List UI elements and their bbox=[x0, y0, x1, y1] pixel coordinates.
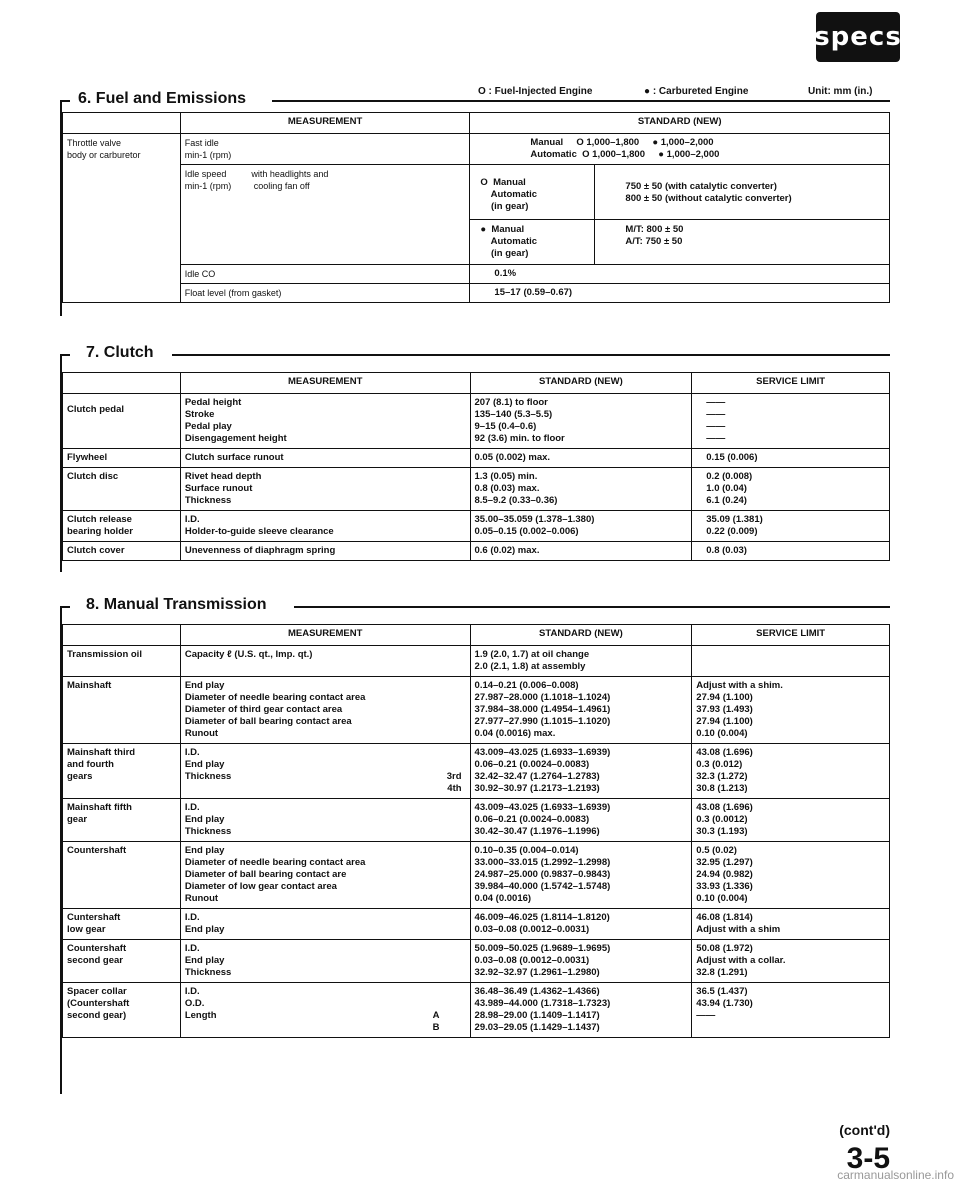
section-rule bbox=[60, 354, 70, 356]
idle-speed-carb-label: ● Manual Automatic (in gear) bbox=[470, 220, 595, 264]
table-row bbox=[63, 394, 890, 449]
header-measurement: MEASUREMENT bbox=[180, 625, 470, 646]
measurement-labels: I.D. O.D. Length bbox=[184, 986, 217, 1021]
table-row bbox=[63, 677, 890, 744]
section-rule bbox=[60, 100, 70, 102]
limit-cell: 0.15 (0.006) bbox=[692, 449, 890, 468]
limit-cell: 43.08 (1.696) 0.3 (0.012) 32.3 (1.272) 30.8 (1.213) bbox=[692, 744, 890, 799]
measurement-cell: Clutch surface runout bbox=[180, 449, 470, 468]
fuel-emissions-table bbox=[62, 112, 890, 303]
section-rule bbox=[294, 606, 890, 608]
measurement-cell: I.D. End play Thickness bbox=[180, 799, 470, 842]
measurement-cell: Unevenness of diaphragm spring bbox=[180, 542, 470, 561]
header-service-limit: SERVICE LIMIT bbox=[692, 373, 890, 394]
standard-cell: 43.009–43.025 (1.6933–1.6939) 0.06–0.21 (0.0024–0.0083) 32.42–32.47 (1.2764–1.2783) 30.92–30.97 (1.2173–1.2193) bbox=[470, 744, 692, 799]
gear-labels: 3rd 4th bbox=[446, 771, 462, 794]
measurement-cell: Idle CO bbox=[180, 265, 470, 284]
table-row bbox=[63, 468, 890, 511]
limit-cell bbox=[692, 646, 890, 677]
part-label: Countershaft second gear bbox=[63, 940, 181, 983]
legend-unit: Unit: mm (in.) bbox=[808, 86, 873, 97]
table-row bbox=[63, 542, 890, 561]
part-label: Clutch pedal bbox=[63, 394, 181, 449]
section-title-clutch: 7. Clutch bbox=[80, 344, 160, 362]
measurement-cell: Float level (from gasket) bbox=[180, 284, 470, 303]
section-rule bbox=[272, 100, 890, 102]
length-labels: A B bbox=[432, 1010, 440, 1033]
idle-speed-fi-value: 750 ± 50 (with catalytic converter) 800 ± 50 (without catalytic converter) bbox=[625, 181, 792, 204]
standard-cell: 0.1% bbox=[470, 265, 890, 284]
part-label: Mainshaft fifth gear bbox=[63, 799, 181, 842]
header-empty bbox=[63, 113, 181, 134]
part-label: Throttle valve body or carburetor bbox=[63, 134, 181, 303]
section-rule bbox=[172, 354, 890, 356]
standard-cell: 0.05 (0.002) max. bbox=[470, 449, 692, 468]
table-row bbox=[63, 511, 890, 542]
part-label: Cuntershaft low gear bbox=[63, 909, 181, 940]
limit-cell: 0.5 (0.02) 32.95 (1.297) 24.94 (0.982) 33.93 (1.336) 0.10 (0.004) bbox=[692, 842, 890, 909]
part-label: Mainshaft third and fourth gears bbox=[63, 744, 181, 799]
clutch-table bbox=[62, 372, 890, 561]
standard-cell: 43.009–43.025 (1.6933–1.6939) 0.06–0.21 (0.0024–0.0083) 30.42–30.47 (1.1976–1.1996) bbox=[470, 799, 692, 842]
limit-cell: 36.5 (1.437) 43.94 (1.730) —— bbox=[692, 983, 890, 1038]
section-title-fuel: 6. Fuel and Emissions bbox=[72, 90, 252, 108]
measurement-cell bbox=[180, 744, 470, 799]
header-empty bbox=[63, 625, 181, 646]
measurement-cell: Pedal height Stroke Pedal play Disengagement height bbox=[180, 394, 470, 449]
measurement-cell: Fast idle min-1 (rpm) bbox=[180, 134, 470, 165]
table-row bbox=[63, 940, 890, 983]
specs-badge: specs bbox=[816, 12, 900, 62]
measurement-cell: End play Diameter of needle bearing contact area Diameter of ball bearing contact are Diameter of low gear contact area Runout bbox=[180, 842, 470, 909]
standard-cell: Manual O 1,000–1,800 ● 1,000–2,000 Automatic O 1,000–1,800 ● 1,000–2,000 bbox=[470, 134, 890, 165]
limit-cell: 50.08 (1.972) Adjust with a collar. 32.8 (1.291) bbox=[692, 940, 890, 983]
limit-cell: 46.08 (1.814) Adjust with a shim bbox=[692, 909, 890, 940]
idle-speed-fi-subtable bbox=[470, 165, 889, 219]
measurement-cell bbox=[180, 983, 470, 1038]
measurement-cell: Rivet head depth Surface runout Thickness bbox=[180, 468, 470, 511]
measurement-cell: I.D. End play Thickness bbox=[180, 940, 470, 983]
standard-cell: 1.9 (2.0, 1.7) at oil change 2.0 (2.1, 1.8) at assembly bbox=[470, 646, 692, 677]
legend-fuel-injected: O : Fuel-Injected Engine bbox=[478, 86, 593, 97]
table-row bbox=[63, 744, 890, 799]
standard-cell: 50.009–50.025 (1.9689–1.9695) 0.03–0.08 (0.0012–0.0031) 32.92–32.97 (1.2961–1.2980) bbox=[470, 940, 692, 983]
table-row bbox=[63, 799, 890, 842]
part-label: Clutch disc bbox=[63, 468, 181, 511]
watermark: carmanualsonline.info bbox=[837, 1168, 954, 1182]
idle-speed-fi-cell bbox=[470, 165, 890, 220]
part-label: Clutch release bearing holder bbox=[63, 511, 181, 542]
idle-speed-carb-value: M/T: 800 ± 50 A/T: 750 ± 50 bbox=[625, 224, 684, 247]
measurement-cell: Idle speed with headlights and min-1 (rpm) cooling fan off bbox=[180, 165, 470, 265]
standard-cell: 0.6 (0.02) max. bbox=[470, 542, 692, 561]
header-empty bbox=[63, 373, 181, 394]
limit-cell: 35.09 (1.381) 0.22 (0.009) bbox=[692, 511, 890, 542]
measurement-cell: I.D. Holder-to-guide sleeve clearance bbox=[180, 511, 470, 542]
measurement-cell: I.D. End play bbox=[180, 909, 470, 940]
idle-speed-carb-cell bbox=[470, 220, 890, 265]
limit-cell: 0.8 (0.03) bbox=[692, 542, 890, 561]
table-row bbox=[63, 842, 890, 909]
continued-label: (cont'd) bbox=[839, 1122, 890, 1138]
standard-cell: 207 (8.1) to floor 135–140 (5.3–5.5) 9–15 (0.4–0.6) 92 (3.6) min. to floor bbox=[470, 394, 692, 449]
standard-cell: 46.009–46.025 (1.8114–1.8120) 0.03–0.08 (0.0012–0.0031) bbox=[470, 909, 692, 940]
part-label: Spacer collar (Countershaft second gear) bbox=[63, 983, 181, 1038]
section-rule bbox=[60, 606, 70, 608]
header-standard: STANDARD (NEW) bbox=[470, 625, 692, 646]
standard-cell: 1.3 (0.05) min. 0.8 (0.03) max. 8.5–9.2 (0.33–0.36) bbox=[470, 468, 692, 511]
part-label: Flywheel bbox=[63, 449, 181, 468]
section-title-manual-transmission: 8. Manual Transmission bbox=[80, 596, 273, 614]
measurement-cell: Capacity ℓ (U.S. qt., Imp. qt.) bbox=[180, 646, 470, 677]
manual-transmission-table bbox=[62, 624, 890, 1038]
part-label: Clutch cover bbox=[63, 542, 181, 561]
header-measurement: MEASUREMENT bbox=[180, 113, 470, 134]
legend-carbureted: ● : Carbureted Engine bbox=[644, 86, 749, 97]
limit-cell: Adjust with a shim. 27.94 (1.100) 37.93 (1.493) 27.94 (1.100) 0.10 (0.004) bbox=[692, 677, 890, 744]
header-measurement: MEASUREMENT bbox=[180, 373, 470, 394]
table-row bbox=[63, 449, 890, 468]
part-label: Countershaft bbox=[63, 842, 181, 909]
page-number: 3-5 bbox=[846, 1142, 890, 1175]
standard-cell: 0.10–0.35 (0.004–0.014) 33.000–33.015 (1.2992–1.2998) 24.987–25.000 (0.9837–0.9843) 39.984–40.000 (1.5742–1.5748) 0.04 (0.0016) bbox=[470, 842, 692, 909]
standard-cell: 35.00–35.059 (1.378–1.380) 0.05–0.15 (0.002–0.006) bbox=[470, 511, 692, 542]
header-standard: STANDARD (NEW) bbox=[470, 113, 890, 134]
limit-cell: 43.08 (1.696) 0.3 (0.0012) 30.3 (1.193) bbox=[692, 799, 890, 842]
header-standard: STANDARD (NEW) bbox=[470, 373, 692, 394]
header-service-limit: SERVICE LIMIT bbox=[692, 625, 890, 646]
part-label: Mainshaft bbox=[63, 677, 181, 744]
standard-cell: 15–17 (0.59–0.67) bbox=[470, 284, 890, 303]
table-row bbox=[63, 646, 890, 677]
idle-speed-fi-label: O Manual Automatic (in gear) bbox=[470, 165, 595, 219]
part-label: Transmission oil bbox=[63, 646, 181, 677]
limit-cell: —— —— —— —— bbox=[692, 394, 890, 449]
idle-speed-carb-subtable bbox=[470, 220, 889, 264]
table-row bbox=[63, 909, 890, 940]
table-row bbox=[63, 983, 890, 1038]
standard-cell: 0.14–0.21 (0.006–0.008) 27.987–28.000 (1.1018–1.1024) 37.984–38.000 (1.4954–1.4961) 27.977–27.990 (1.1015–1.1020) 0.04 (0.0016) max. bbox=[470, 677, 692, 744]
measurement-cell: End play Diameter of needle bearing contact area Diameter of third gear contact area Diameter of ball bearing contact area Runout bbox=[180, 677, 470, 744]
measurement-labels: I.D. End play Thickness bbox=[184, 747, 232, 782]
limit-cell: 0.2 (0.008) 1.0 (0.04) 6.1 (0.24) bbox=[692, 468, 890, 511]
standard-cell: 36.48–36.49 (1.4362–1.4366) 43.989–44.000 (1.7318–1.7323) 28.98–29.00 (1.1409–1.1417) 29.03–29.05 (1.1429–1.1437) bbox=[470, 983, 692, 1038]
